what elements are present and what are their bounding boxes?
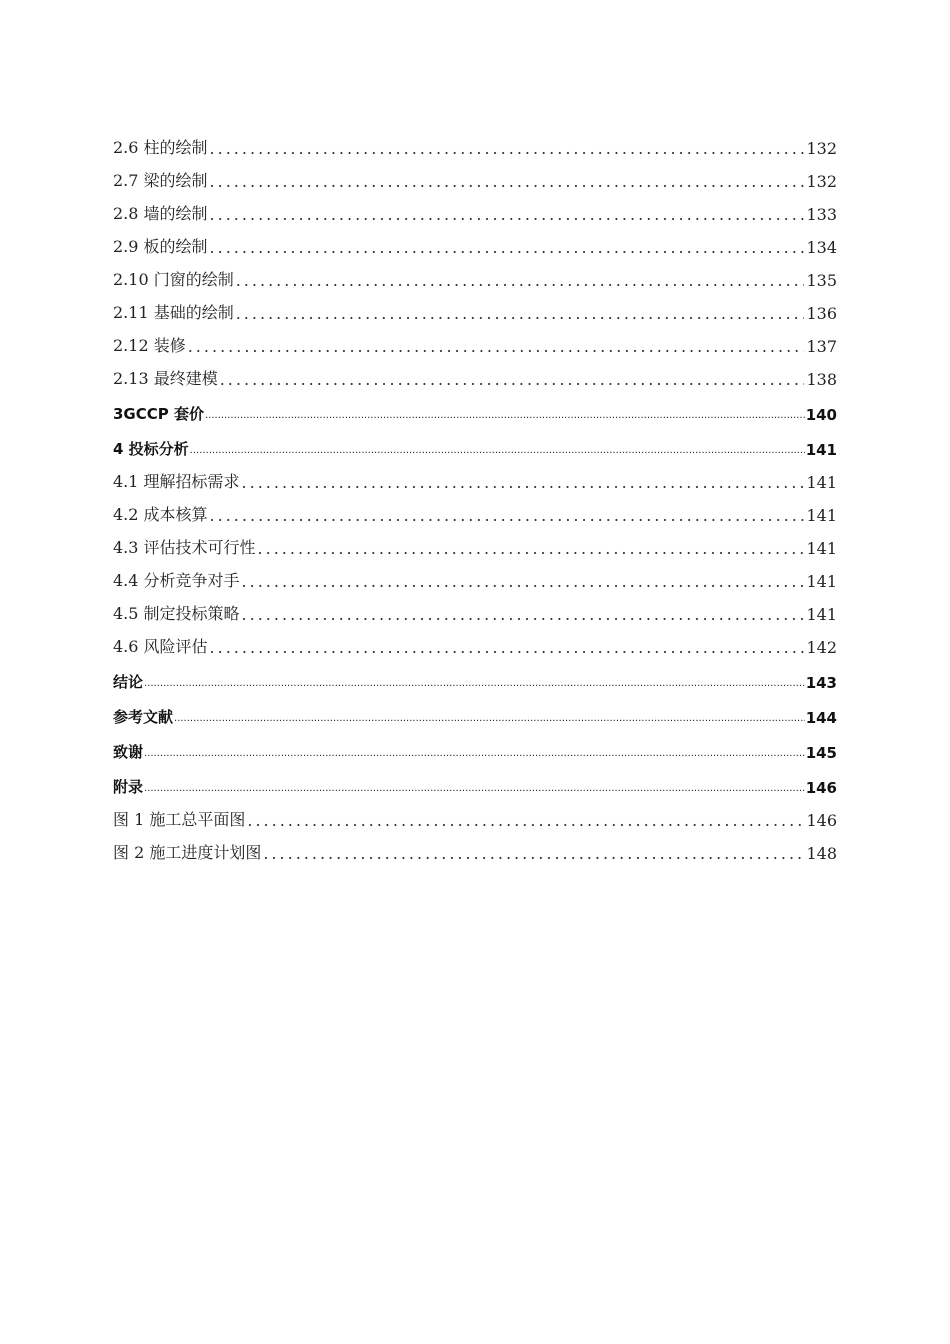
dot-leader	[190, 445, 805, 464]
dot-leader	[210, 506, 805, 530]
toc-entry-label: 2.7 梁的绘制	[113, 171, 208, 190]
toc-entry-page: 135	[806, 271, 837, 290]
dot-leader	[210, 172, 805, 196]
toc-entry-label: 2.11 基础的绘制	[113, 303, 234, 322]
toc-entry[interactable]	[113, 563, 837, 596]
toc-entry-label: 4.6 风险评估	[113, 637, 208, 656]
toc-entry-label: 2.10 门窗的绘制	[113, 270, 234, 289]
table-of-contents	[113, 130, 837, 868]
dot-leader	[174, 713, 805, 732]
dot-leader	[236, 304, 805, 328]
toc-entry-label: 4.4 分析竞争对手	[113, 571, 240, 590]
toc-entry-label: 4.2 成本核算	[113, 505, 208, 524]
toc-entry-page: 141	[805, 441, 837, 459]
toc-heading-entry[interactable]	[113, 732, 837, 767]
toc-entry-label: 3GCCP 套价	[113, 405, 204, 423]
toc-entry-page: 142	[806, 638, 837, 657]
toc-entry-page: 132	[806, 139, 837, 158]
dot-leader	[210, 205, 805, 229]
toc-entry[interactable]	[113, 530, 837, 563]
toc-heading-entry[interactable]	[113, 394, 837, 429]
toc-entry[interactable]	[113, 596, 837, 629]
toc-entry-label: 4.5 制定投标策略	[113, 604, 240, 623]
dot-leader	[242, 605, 805, 629]
toc-entry-page: 141	[806, 539, 837, 558]
toc-entry-page: 137	[806, 337, 837, 356]
dot-leader	[210, 638, 805, 662]
toc-entry-page: 141	[806, 605, 837, 624]
toc-entry-page: 141	[806, 473, 837, 492]
toc-entry-page: 134	[806, 238, 837, 257]
toc-heading-entry[interactable]	[113, 429, 837, 464]
toc-entry-page: 133	[806, 205, 837, 224]
toc-entry-page: 145	[805, 744, 837, 762]
dot-leader	[242, 572, 805, 596]
toc-entry-page: 144	[805, 709, 837, 727]
toc-entry[interactable]	[113, 295, 837, 328]
toc-entry-page: 146	[806, 811, 837, 830]
toc-heading-entry[interactable]	[113, 697, 837, 732]
toc-entry[interactable]	[113, 328, 837, 361]
dot-leader	[220, 370, 805, 394]
toc-entry-label: 结论	[113, 673, 144, 691]
toc-entry-page: 146	[805, 779, 837, 797]
dot-leader	[144, 748, 805, 767]
toc-entry[interactable]	[113, 629, 837, 662]
toc-entry-label: 图 1 施工总平面图	[113, 810, 246, 829]
toc-entry[interactable]	[113, 464, 837, 497]
toc-entry[interactable]	[113, 835, 837, 868]
toc-entry-page: 132	[806, 172, 837, 191]
toc-entry-label: 图 2 施工进度计划图	[113, 843, 262, 862]
toc-entry-label: 致谢	[113, 743, 144, 761]
toc-entry-label: 4.1 理解招标需求	[113, 472, 240, 491]
toc-entry-page: 138	[806, 370, 837, 389]
dot-leader	[210, 139, 805, 163]
toc-entry-page: 148	[806, 844, 837, 863]
dot-leader	[258, 539, 805, 563]
toc-entry[interactable]	[113, 262, 837, 295]
toc-entry[interactable]	[113, 361, 837, 394]
toc-entry-label: 2.8 墙的绘制	[113, 204, 208, 223]
toc-entry-label: 参考文献	[113, 708, 174, 726]
toc-entry[interactable]	[113, 163, 837, 196]
toc-entry[interactable]	[113, 229, 837, 262]
toc-entry-label: 4 投标分析	[113, 440, 189, 458]
toc-entry-label: 2.6 柱的绘制	[113, 138, 208, 157]
toc-entry-page: 143	[805, 674, 837, 692]
dot-leader	[188, 337, 805, 361]
toc-entry-label: 4.3 评估技术可行性	[113, 538, 256, 557]
dot-leader	[205, 410, 805, 429]
toc-entry-page: 141	[806, 506, 837, 525]
toc-entry[interactable]	[113, 196, 837, 229]
toc-entry-label: 附录	[113, 778, 144, 796]
dot-leader	[144, 783, 805, 802]
toc-entry-page: 141	[806, 572, 837, 591]
toc-heading-entry[interactable]	[113, 662, 837, 697]
dot-leader	[263, 844, 804, 868]
dot-leader	[242, 473, 805, 497]
toc-entry[interactable]	[113, 497, 837, 530]
toc-entry-page: 140	[805, 406, 837, 424]
dot-leader	[247, 811, 804, 835]
toc-heading-entry[interactable]	[113, 767, 837, 802]
toc-entry[interactable]	[113, 802, 837, 835]
toc-entry[interactable]	[113, 130, 837, 163]
toc-entry-label: 2.12 装修	[113, 336, 186, 355]
toc-entry-page: 136	[806, 304, 837, 323]
dot-leader	[144, 678, 805, 697]
dot-leader	[210, 238, 805, 262]
toc-entry-label: 2.9 板的绘制	[113, 237, 208, 256]
toc-entry-label: 2.13 最终建模	[113, 369, 218, 388]
dot-leader	[236, 271, 805, 295]
